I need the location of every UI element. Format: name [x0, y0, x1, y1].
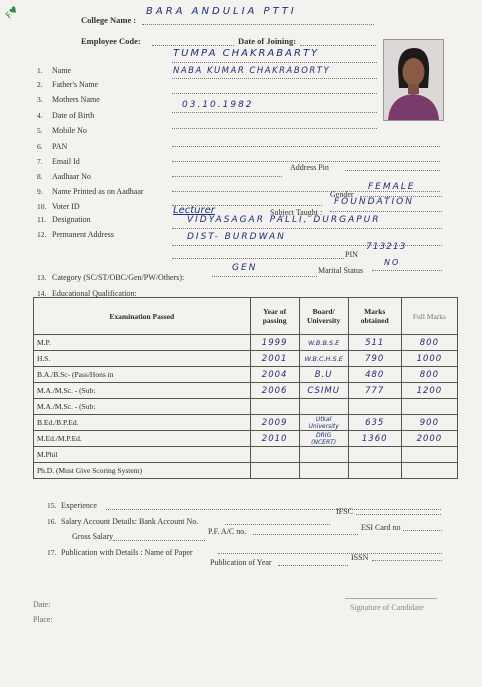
- gender-label: Gender: [330, 190, 354, 199]
- board-cell: DRIG (NCERT): [299, 431, 348, 447]
- college-name-label: College Name :: [81, 15, 137, 25]
- year-cell: 2004: [250, 367, 299, 383]
- salary-label: Salary Account Details: Bank Account No.: [61, 517, 199, 526]
- subject-taught-value: FOUNDATION: [334, 197, 414, 207]
- marks-cell: 777: [348, 383, 401, 399]
- year-cell: 2010: [250, 431, 299, 447]
- category-value: GEN: [232, 263, 258, 273]
- table-row: [34, 463, 458, 479]
- year-cell: [250, 463, 299, 479]
- marks-cell: [348, 447, 401, 463]
- exam-cell: M.A./M.Sc. - (Sub:: [34, 399, 251, 415]
- pf-label: P.F. A/C no.: [208, 527, 247, 536]
- gender-value: FEMALE: [368, 182, 416, 192]
- field-1-value: TUMPA CHAKRABARTY: [173, 48, 320, 59]
- marital-status-label: Marital Status: [318, 266, 364, 275]
- marks-cell: 790: [348, 351, 401, 367]
- col-full: Full Marks: [401, 298, 457, 335]
- signature-label: Signature of Candidate: [350, 603, 424, 612]
- edu-label: Educational Qualification:: [52, 289, 137, 298]
- marks-cell: [348, 399, 401, 415]
- year-cell: 2001: [250, 351, 299, 367]
- field-3-num: 3.: [37, 95, 43, 104]
- table-row: [34, 335, 458, 351]
- gross-salary-label: Gross Salary: [72, 532, 114, 541]
- candidate-photo: [383, 39, 444, 121]
- board-cell: [299, 447, 348, 463]
- col-year: Year of passing: [250, 298, 299, 335]
- year-cell: 2009: [250, 415, 299, 431]
- board-cell: W.B.C.H.S.E: [299, 351, 348, 367]
- experience-num: 15.: [47, 501, 57, 510]
- category-label: Category (SC/ST/OBC/Gen/PW/Others):: [52, 273, 185, 282]
- exam-cell: B.A./B.Sc- (Pass/Hons in: [34, 367, 251, 383]
- full-cell: 800: [401, 367, 457, 383]
- corner-mark: F♥: [4, 4, 21, 22]
- table-row: [34, 351, 458, 367]
- field-4-num: 4.: [37, 111, 43, 120]
- marks-cell: 1360: [348, 431, 401, 447]
- subject-taught-label: Subject Taught :: [270, 208, 323, 217]
- board-cell: W.B.B.S.E: [299, 335, 348, 351]
- exam-cell: M.A./M.Sc. - (Sub:: [34, 383, 251, 399]
- field-2-label: Father's Name: [52, 80, 99, 89]
- field-7-label: Email Id: [52, 157, 80, 166]
- date-of-joining-label: Date of Joining:: [238, 36, 297, 46]
- education-header-row: [34, 298, 458, 335]
- ifsc-label: IFSC: [336, 507, 353, 516]
- date-label: Date:: [33, 600, 51, 609]
- table-row: [34, 383, 458, 399]
- year-cell: 1999: [250, 335, 299, 351]
- issn-label: ISSN: [351, 553, 369, 562]
- board-cell: CSIMU: [299, 383, 348, 399]
- address-line2: DIST- BURDWAN: [187, 232, 286, 242]
- full-cell: 1000: [401, 351, 457, 367]
- field-11-value: Lecturer: [173, 205, 215, 216]
- exam-cell: M.Phil: [34, 447, 251, 463]
- col-board: Board/ University: [299, 298, 348, 335]
- field-9-num: 9.: [37, 187, 43, 196]
- board-cell: [299, 463, 348, 479]
- field-5-label: Mobile No: [52, 126, 87, 135]
- field-8-num: 8.: [37, 172, 43, 181]
- field-5-num: 5.: [37, 126, 43, 135]
- marks-cell: 635: [348, 415, 401, 431]
- col-marks: Marks obtained: [348, 298, 401, 335]
- field-4-value: 03.10.1982: [182, 100, 254, 110]
- field-12-label: Permanent Address: [52, 230, 114, 239]
- field-12-value: VIDYASAGAR PALLI, DURGAPUR: [187, 215, 381, 225]
- full-cell: 1200: [401, 383, 457, 399]
- table-row: [34, 447, 458, 463]
- category-num: 13.: [37, 273, 47, 282]
- field-6-label: PAN: [52, 142, 68, 151]
- edu-num: 14.: [37, 289, 47, 298]
- field-10-num: 10.: [37, 202, 47, 211]
- full-cell: 2000: [401, 431, 457, 447]
- table-row: [34, 431, 458, 447]
- full-cell: 900: [401, 415, 457, 431]
- publication-year-label: Publication of Year: [210, 558, 272, 567]
- col-exam: Examination Passed: [34, 298, 251, 335]
- publication-label: Publication with Details : Name of Paper: [61, 548, 193, 557]
- field-10-label: Voter ID: [52, 202, 80, 211]
- year-cell: 2006: [250, 383, 299, 399]
- full-cell: [401, 463, 457, 479]
- field-12-num: 12.: [37, 230, 47, 239]
- field-3-label: Mothers Name: [52, 95, 100, 104]
- table-row: [34, 399, 458, 415]
- marks-cell: [348, 463, 401, 479]
- education-table: [33, 297, 458, 479]
- marks-cell: 511: [348, 335, 401, 351]
- place-label: Place:: [33, 615, 53, 624]
- employee-code-label: Employee Code:: [81, 36, 141, 46]
- experience-label: Experience: [61, 501, 97, 510]
- field-1-label: Name: [52, 66, 72, 75]
- full-cell: [401, 447, 457, 463]
- table-row: [34, 415, 458, 431]
- field-11-label: Designation: [52, 215, 91, 224]
- exam-cell: H.S.: [34, 351, 251, 367]
- field-6-num: 6.: [37, 142, 43, 151]
- exam-cell: M.P.: [34, 335, 251, 351]
- college-name-value: BARA ANDULIA PTTI: [146, 6, 297, 17]
- field-8-label: Aadhaar No: [52, 172, 91, 181]
- board-cell: B.U: [299, 367, 348, 383]
- board-cell: [299, 399, 348, 415]
- field-2-num: 2.: [37, 80, 43, 89]
- marks-cell: 480: [348, 367, 401, 383]
- publication-num: 17.: [47, 548, 57, 557]
- field-9-label: Name Printed as on Aadhaar: [52, 187, 144, 196]
- address-pin-label: Address Pin: [290, 163, 329, 172]
- exam-cell: B.Ed./B.P.Ed.: [34, 415, 251, 431]
- field-2-value: NABA KUMAR CHAKRABORTY: [173, 66, 331, 76]
- year-cell: [250, 399, 299, 415]
- table-row: [34, 367, 458, 383]
- esi-label: ESI Card no: [361, 523, 401, 532]
- full-cell: [401, 399, 457, 415]
- pin-label: PIN: [345, 250, 358, 259]
- year-cell: [250, 447, 299, 463]
- field-4-label: Date of Birth: [52, 111, 95, 120]
- exam-cell: M.Ed./M.P.Ed.: [34, 431, 251, 447]
- full-cell: 800: [401, 335, 457, 351]
- board-cell: Utkal University: [299, 415, 348, 431]
- pin-value: 713213: [366, 242, 407, 252]
- field-11-num: 11.: [37, 215, 47, 224]
- salary-num: 16.: [47, 517, 57, 526]
- field-1-num: 1.: [37, 66, 43, 75]
- marital-status-value: NO: [384, 258, 401, 267]
- field-7-num: 7.: [37, 157, 43, 166]
- exam-cell: Ph.D. (Must Give Scoring System): [34, 463, 251, 479]
